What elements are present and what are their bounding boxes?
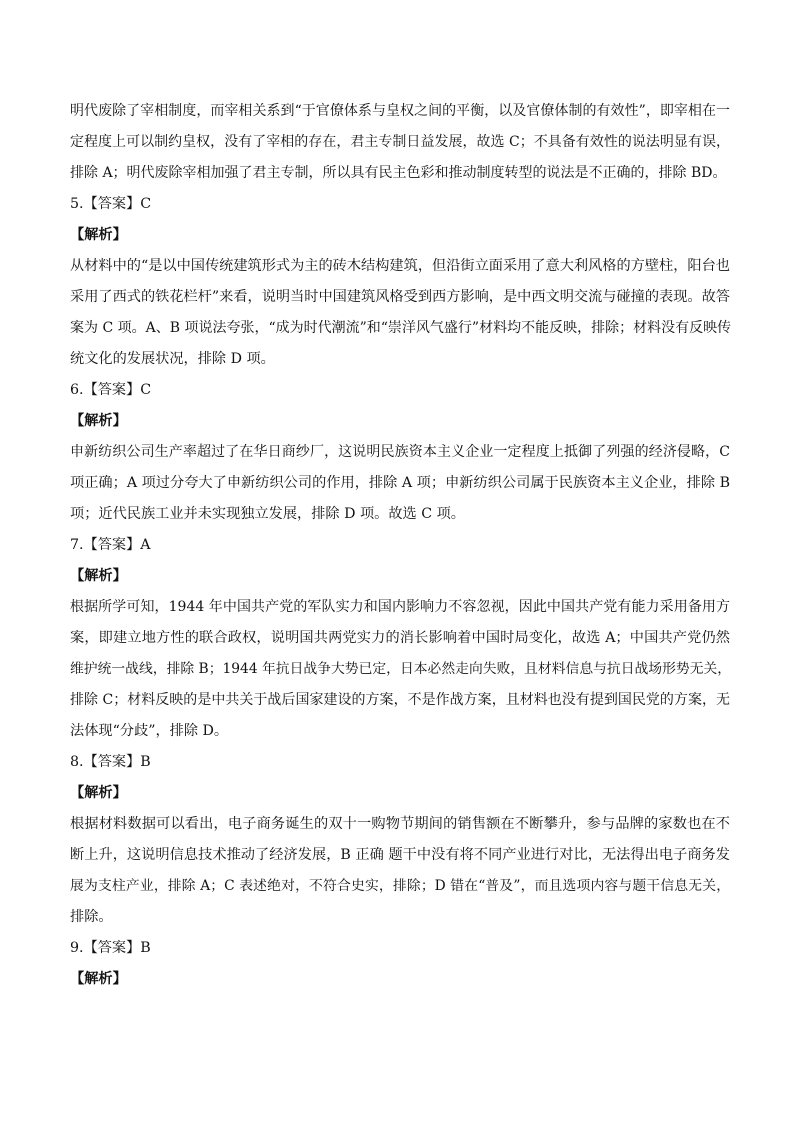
q5-analysis-label: 【解析】 <box>70 227 127 243</box>
q9-analysis-label: 【解析】 <box>70 971 127 987</box>
q6-analysis-label: 【解析】 <box>70 413 127 429</box>
q7-analysis-line-1: 根据所学可知，1944 年中国共产党的军队实力和国内影响力不容忽视，因此中国共产党有能力采用备用方 <box>70 599 730 615</box>
q8-analysis-label: 【解析】 <box>70 785 127 801</box>
q7-answer: 7.【答案】A <box>70 537 151 553</box>
q8-analysis-line-3: 展为支柱产业，排除 A；C 表述绝对，不符合史实，排除；D 错在“普及”，而且选项内容与题干信息无关， <box>70 878 730 894</box>
q6-analysis-line-1: 申新纺织公司生产率超过了在华日商纱厂，这说明民族资本主义企业一定程度上抵御了列强的经济侵略，C <box>70 444 730 460</box>
q7-analysis-label: 【解析】 <box>70 568 127 584</box>
q5-analysis-line-3: 案为 C 项。A、B 项说法夸张，“成为时代潮流”和“崇洋风气盛行”材料均不能反映，排除；材料没有反映传 <box>70 320 732 336</box>
q5-answer: 5.【答案】C <box>70 196 152 212</box>
q4-analysis-line-1: 明代废除了宰相制度，而宰相关系到“于官僚体系与皇权之间的平衡，以及官僚体制的有效性”，即宰相在一 <box>70 103 730 119</box>
q5-analysis-line-1: 从材料中的“是以中国传统建筑形式为主的砖木结构建筑，但沿街立面采用了意大利风格的方壁柱，阳台也 <box>70 258 730 274</box>
q8-analysis-line-4: 排除。 <box>70 909 113 925</box>
q7-analysis-line-2: 案，即建立地方性的联合政权，说明国共两党实力的消长影响着中国时局变化，故选 A；中国共产党仍然 <box>70 630 730 646</box>
q8-answer: 8.【答案】B <box>70 754 151 770</box>
q6-analysis-line-3: 项；近代民族工业并未实现独立发展，排除 D 项。故选 C 项。 <box>70 506 465 522</box>
q4-analysis-line-3: 排除 A；明代废除宰相加强了君主专制，所以具有民主色彩和推动制度转型的说法是不正确的，排除 BD。 <box>70 165 727 181</box>
q8-analysis-line-2: 断上升，这说明信息技术推动了经济发展，B 正确 题干中没有将不同产业进行对比，无法得出电子商务发 <box>70 847 730 863</box>
q5-analysis-line-2: 采用了西式的铁花栏杆”来看，说明当时中国建筑风格受到西方影响，是中西文明交流与碰撞的表现。故答 <box>70 289 730 305</box>
q7-analysis-line-5: 法体现“分歧”，排除 D。 <box>70 723 229 739</box>
q6-answer: 6.【答案】C <box>70 382 152 398</box>
q7-analysis-line-3: 维护统一战线，排除 B；1944 年抗日战争大势已定，日本必然走向失败，且材料信息与抗日战场形势无关， <box>70 661 732 677</box>
q5-analysis-line-4: 统文化的发展状况，排除 D 项。 <box>70 351 275 367</box>
q8-analysis-line-1: 根据材料数据可以看出，电子商务诞生的双十一购物节期间的销售额在不断攀升，参与品牌的家数也在不 <box>70 816 730 832</box>
q4-analysis-line-2: 定程度上可以制约皇权，没有了宰相的存在，君主专制日益发展，故选 C；不具备有效性的说法明显有误， <box>70 134 730 150</box>
q6-analysis-line-2: 项正确；A 项过分夸大了申新纺织公司的作用，排除 A 项；申新纺织公司属于民族资本主义企业，排除 B <box>70 475 730 491</box>
q9-answer: 9.【答案】B <box>70 940 151 956</box>
q7-analysis-line-4: 排除 C；材料反映的是中共关于战后国家建设的方案，不是作战方案，且材料也没有提到国民党的方案，无 <box>70 692 730 708</box>
